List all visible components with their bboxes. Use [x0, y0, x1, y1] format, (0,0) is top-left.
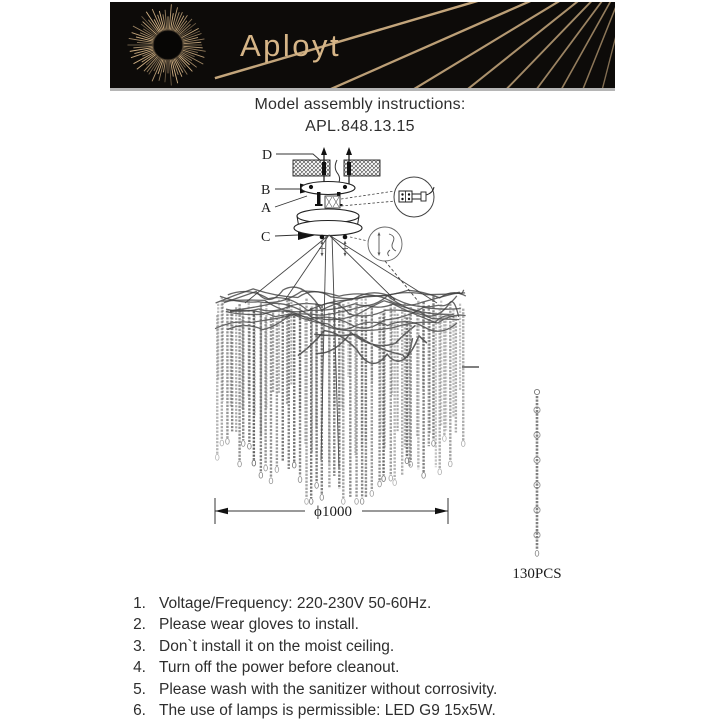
title-block — [0, 94, 720, 138]
sunburst-center — [155, 32, 182, 59]
instruction-text: Please wear gloves to install. — [159, 616, 359, 634]
instruction-text: The use of lamps is permissible: LED G9 15x5W. — [159, 702, 496, 720]
brand-name: Aployt — [240, 28, 342, 63]
instruction-item — [120, 657, 640, 678]
strand-sample — [534, 389, 540, 556]
instruction-number: 6. — [133, 702, 146, 720]
instruction-number: 1. — [133, 595, 146, 612]
instruction-item — [120, 700, 640, 720]
instructions-list — [120, 593, 640, 720]
chandelier-strands — [215, 296, 465, 504]
part-label-c: C — [261, 230, 271, 245]
instruction-item — [120, 614, 640, 635]
assembly-diagram — [100, 138, 620, 590]
banner-art — [110, 2, 615, 88]
instruction-text: Please wash with the sanitizer without corrosivity. — [159, 680, 498, 698]
mount-screws — [321, 147, 352, 186]
part-label-b: B — [261, 183, 271, 198]
instruction-text: Turn off the power before cleanout. — [159, 659, 400, 677]
instruction-item — [120, 593, 640, 614]
part-label-a: A — [261, 201, 272, 216]
instruction-item — [120, 679, 640, 700]
instruction-number: 3. — [133, 637, 146, 655]
instruction-number: 5. — [133, 680, 146, 698]
instruction-number: 4. — [133, 659, 146, 677]
part-label-d: D — [262, 148, 273, 163]
diameter-dimension — [215, 498, 448, 524]
diameter-value: ϕ1000 — [314, 504, 352, 520]
brand-banner — [110, 2, 615, 88]
canopy — [294, 209, 362, 236]
instruction-text: Don`t install it on the moist ceiling. — [159, 637, 395, 655]
model-number: APL.848.13.15 — [305, 118, 415, 135]
instruction-number: 2. — [133, 616, 146, 634]
instruction-item — [120, 636, 640, 657]
connector-detail-circle — [394, 177, 434, 217]
pieces-count: 130PCS — [512, 566, 562, 582]
instruction-text: Voltage/Frequency: 220-230V 50-60Hz. — [159, 595, 432, 612]
instructions-heading: Model assembly instructions: — [254, 96, 466, 113]
banner-underline — [110, 88, 615, 91]
